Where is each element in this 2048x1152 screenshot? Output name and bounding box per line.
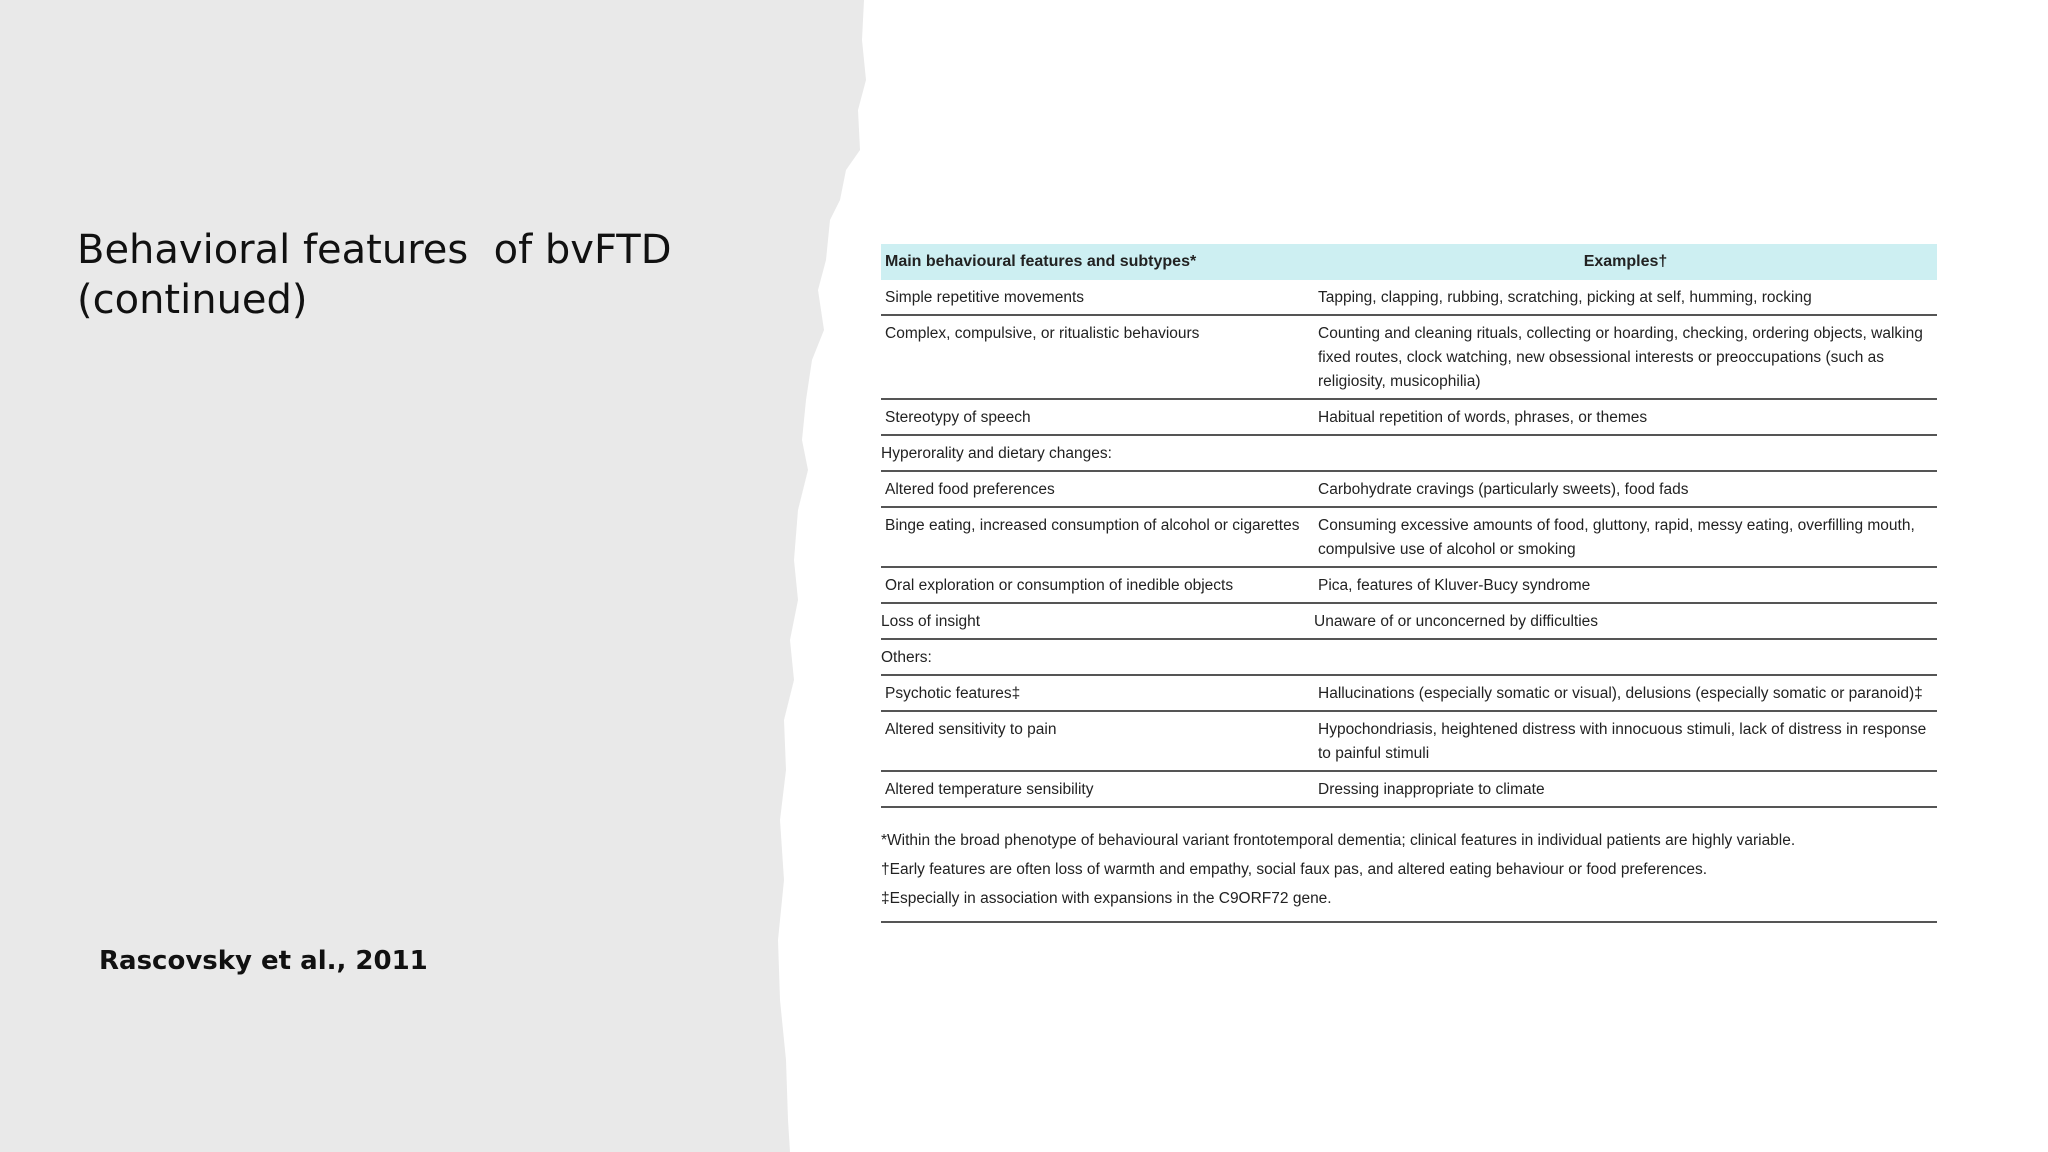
feature-cell: Altered sensitivity to pain: [881, 711, 1314, 771]
example-cell: Counting and cleaning rituals, collecting or hoarding, checking, ordering objects, walking fixed routes, clock watching, new obsessional interests or preoccupations (such as religiosity, musicophilia): [1314, 315, 1937, 399]
table-group-row: [881, 639, 1937, 675]
table-row: [881, 507, 1937, 567]
citation: Rascovsky et al., 2011: [99, 946, 428, 976]
example-cell: Hypochondriasis, heightened distress with innocuous stimuli, lack of distress in response to painful stimuli: [1314, 711, 1937, 771]
table-row: [881, 399, 1937, 435]
title-line-2: (continued): [77, 277, 308, 323]
header-examples: Examples†: [1314, 244, 1937, 280]
example-cell: Unaware of or unconcerned by difficulties: [1314, 603, 1937, 639]
feature-cell: Complex, compulsive, or ritualistic behaviours: [881, 315, 1314, 399]
table-row: [881, 280, 1937, 315]
table-group-row: [881, 435, 1937, 471]
feature-cell: Altered temperature sensibility: [881, 771, 1314, 807]
example-cell: Dressing inappropriate to climate: [1314, 771, 1937, 807]
header-features: Main behavioural features and subtypes*: [881, 244, 1314, 280]
example-cell: Hallucinations (especially somatic or visual), delusions (especially somatic or paranoid)‡: [1314, 675, 1937, 711]
table-row: [881, 675, 1937, 711]
table-row: [881, 711, 1937, 771]
group-label-cell: Hyperorality and dietary changes:: [881, 435, 1314, 471]
table-header-row: [881, 244, 1937, 280]
slide-title: [77, 225, 717, 325]
table-row: [881, 471, 1937, 507]
footnote: †Early features are often loss of warmth and empathy, social faux pas, and altered eating behaviour or food preferences.: [881, 861, 1707, 878]
table-row: [881, 771, 1937, 807]
example-cell: [1314, 639, 1937, 675]
table-row: [881, 603, 1937, 639]
group-label-cell: Others:: [881, 639, 1314, 675]
example-cell: Habitual repetition of words, phrases, or themes: [1314, 399, 1937, 435]
title-line-1: Behavioral features of bvFTD: [77, 227, 672, 273]
footnote: *Within the broad phenotype of behavioural variant frontotemporal dementia; clinical features in individual patients are highly variable.: [881, 832, 1796, 849]
feature-cell: Loss of insight: [881, 603, 1314, 639]
table-footnotes: [881, 826, 1937, 923]
feature-cell: Simple repetitive movements: [881, 280, 1314, 315]
example-cell: Tapping, clapping, rubbing, scratching, picking at self, humming, rocking: [1314, 280, 1937, 315]
footnote: ‡Especially in association with expansions in the C9ORF72 gene.: [881, 890, 1332, 907]
features-table: [881, 244, 1937, 923]
feature-cell: Psychotic features‡: [881, 675, 1314, 711]
example-cell: Consuming excessive amounts of food, gluttony, rapid, messy eating, overfilling mouth, compulsive use of alcohol or smoking: [1314, 507, 1937, 567]
example-cell: Carbohydrate cravings (particularly sweets), food fads: [1314, 471, 1937, 507]
feature-cell: Stereotypy of speech: [881, 399, 1314, 435]
example-cell: [1314, 435, 1937, 471]
table-row: [881, 315, 1937, 399]
table-row: [881, 567, 1937, 603]
feature-cell: Binge eating, increased consumption of alcohol or cigarettes: [881, 507, 1314, 567]
feature-cell: Oral exploration or consumption of inedible objects: [881, 567, 1314, 603]
feature-cell: Altered food preferences: [881, 471, 1314, 507]
example-cell: Pica, features of Kluver-Bucy syndrome: [1314, 567, 1937, 603]
